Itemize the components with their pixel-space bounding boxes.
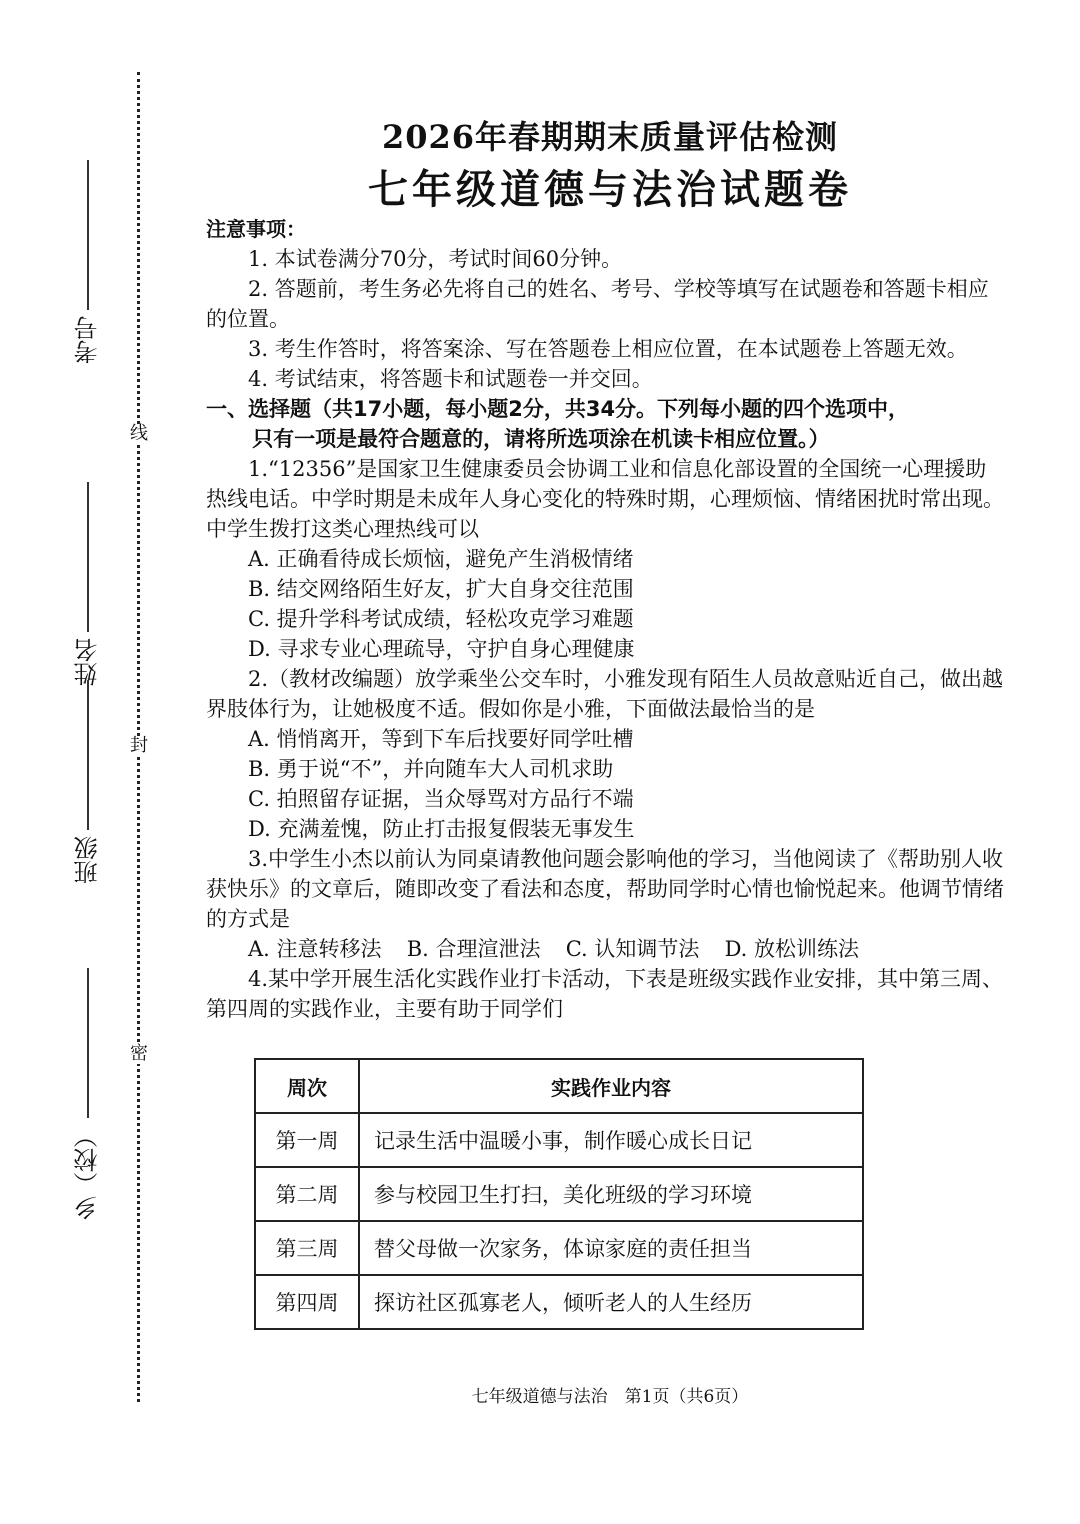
question-option: A. 悄悄离开，等到下车后找要好同学吐槽 <box>248 727 634 751</box>
practice-schedule-table <box>254 1058 864 1330</box>
question-stem: 3.中学生小杰以前认为同桌请教他问题会影响他的学习，当他阅读了《帮助别人收获快乐》的文章后，随即改变了看法和态度，帮助同学时心情也愉悦起来。他调节情绪的方式是 <box>206 847 1004 931</box>
fold-mark-secret: 密 <box>130 1043 148 1064</box>
question-stem: 4.某中学开展生活化实践作业打卡活动，下表是班级实践作业安排，其中第三周、第四周的实践作业，主要有助于同学们 <box>206 967 1004 1021</box>
question-option: C. 认知调节法 <box>565 937 700 961</box>
table-cell-week: 第三周 <box>255 1221 359 1275</box>
notice-heading: 注意事项： <box>206 217 306 241</box>
question-stem: 2.（教材改编题）放学乘坐公交车时，小雅发现有陌生人员故意贴近自己，做出越界肢体行为，让她极度不适。假如你是小雅，下面做法最恰当的是 <box>206 667 1004 721</box>
class-field <box>70 680 110 884</box>
table-header-week: 周次 <box>255 1059 359 1113</box>
table-cell-week: 第四周 <box>255 1275 359 1329</box>
fold-mark-line: 线 <box>130 423 148 444</box>
table-row <box>255 1113 863 1167</box>
question-option: D. 寻求专业心理疏导，守护自身心理健康 <box>248 637 635 661</box>
name-field <box>70 482 110 686</box>
exam-number-label: 考号 <box>74 316 102 364</box>
table-cell-task: 参与校园卫生打扫，美化班级的学习环境 <box>359 1167 863 1221</box>
table-row <box>255 1275 863 1329</box>
question-option: B. 勇于说“不”，并向随车大人司机求助 <box>248 757 614 781</box>
exam-number-field <box>70 160 110 364</box>
class-blank <box>87 680 89 830</box>
question-option: D. 放松训练法 <box>724 937 860 961</box>
school-blank <box>87 968 89 1118</box>
table-header-row <box>255 1059 863 1113</box>
table-row <box>255 1167 863 1221</box>
fold-mark-seal: 封 <box>130 735 148 756</box>
name-label: 姓名 <box>74 638 102 686</box>
table-cell-week: 第一周 <box>255 1113 359 1167</box>
notice-item: 1. 本试卷满分70分，考试时间60分钟。 <box>248 247 623 271</box>
name-blank <box>87 482 89 632</box>
question-option: A. 正确看待成长烦恼，避免产生消极情绪 <box>248 547 634 571</box>
exam-number-blank <box>87 160 89 310</box>
class-label: 班级 <box>74 836 102 884</box>
notice-item: 4. 考试结束，将答题卡和试题卷一并交回。 <box>248 367 653 391</box>
exam-title: 2026年春期期末质量评估检测 <box>381 118 839 156</box>
question-option: A. 注意转移法 <box>248 937 382 961</box>
question-option: C. 拍照留存证据，当众辱骂对方品行不端 <box>248 787 634 811</box>
table-cell-task: 替父母做一次家务，体谅家庭的责任担当 <box>359 1221 863 1275</box>
section-heading <box>206 394 1006 454</box>
table-header-content: 实践作业内容 <box>359 1059 863 1113</box>
notice-item: 3. 考生作答时，将答案涂、写在答题卷上相应位置，在本试题卷上答题无效。 <box>248 337 968 361</box>
question-option: D. 充满羞愧，防止打击报复假装无事发生 <box>248 817 635 841</box>
table-row <box>255 1221 863 1275</box>
question-option: B. 结交网络陌生好友，扩大自身交往范围 <box>248 577 634 601</box>
question-stem: 1.“12356”是国家卫生健康委员会协调工业和信息化部设置的全国统一心理援助热线电话。中学时期是未成年人身心变化的特殊时期，心理烦恼、情绪困扰时常出现。中学生拨打这类心理热线可以 <box>206 457 1004 541</box>
section-heading-line1: 一、选择题（共17小题，每小题2分，共34分。下列每小题的四个选项中， <box>206 397 910 421</box>
notice-item: 2. 答题前，考生务必先将自己的姓名、考号、学校等填写在试题卷和答题卡相应的位置。 <box>206 277 989 331</box>
question-options-row <box>206 934 1006 964</box>
school-field <box>70 968 110 1220</box>
table-cell-week: 第二周 <box>255 1167 359 1221</box>
question-option: C. 提升学科考试成绩，轻松攻克学习难题 <box>248 607 634 631</box>
question-option: B. 合理渲泄法 <box>406 937 541 961</box>
table-cell-task: 记录生活中温暖小事，制作暖心成长日记 <box>359 1113 863 1167</box>
table-cell-task: 探访社区孤寡老人，倾听老人的人生经历 <box>359 1275 863 1329</box>
exam-content <box>206 214 1006 1024</box>
page-footer: 七年级道德与法治 第1页（共6页） <box>471 1387 749 1407</box>
section-heading-line2: 只有一项是最符合题意的，请将所选项涂在机读卡相应位置。） <box>252 427 830 451</box>
exam-subtitle: 七年级道德与法治试题卷 <box>368 166 852 213</box>
school-label: 乡（校） <box>74 1124 102 1220</box>
